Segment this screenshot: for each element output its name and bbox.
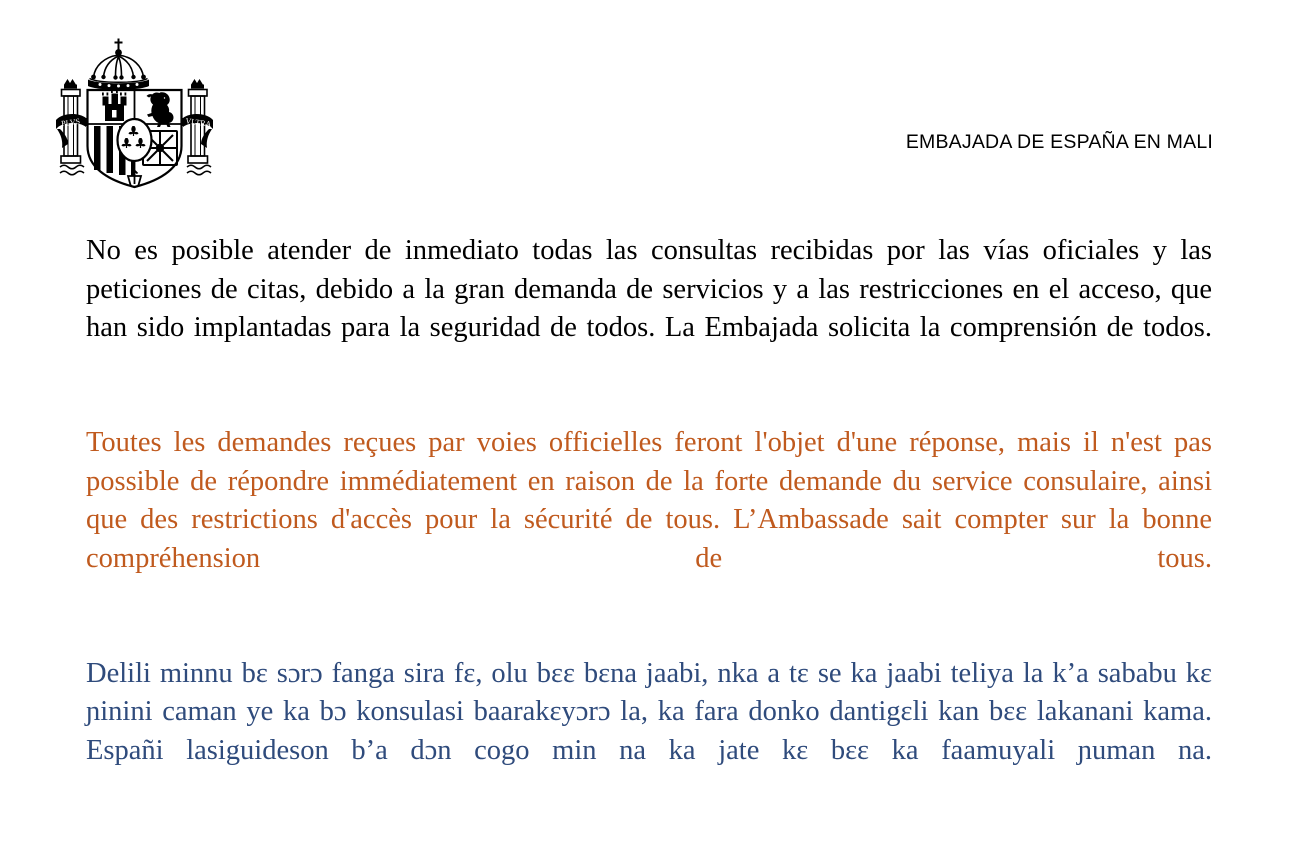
paragraph-french: Toutes les demandes reçues par voies officielles feront l'objet d'une réponse, mais il n'est pas possible de répondre immédiatement en raison de la forte demande du service consulaire, ainsi que des restrictions d'accès pour la sécurité de tous. L’Ambassade sait compter sur la bonne compréhension de tous.: [86, 427, 1212, 574]
spain-coat-of-arms-icon: [52, 34, 217, 202]
paragraph-spacer: [86, 386, 1212, 424]
svg-text:VLTRA: VLTRA: [184, 116, 212, 129]
organization-title: EMBAJADA DE ESPAÑA EN MALI: [905, 131, 1213, 153]
paragraph-spanish: No es posible atender de inmediato todas las consultas recibidas por las vías oficiales y las peticiones de citas, debido a la gran demanda de servicios y a las restricciones en el acceso, que han sido implantadas para la seguridad de todos. La Embajada solicita la comprensión de todos.: [86, 235, 1212, 343]
paragraph-bambara: Delili minnu bɛ sɔrɔ fanga sira fɛ, olu bɛɛ bɛna jaabi, nka a tɛ se ka jaabi teliya la k’a sababu kɛ ɲinini caman ye ka bɔ konsulasi baarakɛyɔrɔ la, ka fara donko dantigɛli kan bɛɛ lakanani kama. Españi lasiguideson b’a dɔn cogo min na ka jate kɛ bɛɛ ka faamuyali ɲuman na.: [86, 657, 1212, 766]
svg-text:PLVS: PLVS: [60, 116, 81, 129]
document-body: [86, 232, 1212, 809]
document-header: [0, 0, 1298, 215]
paragraph-spacer: [86, 617, 1212, 655]
